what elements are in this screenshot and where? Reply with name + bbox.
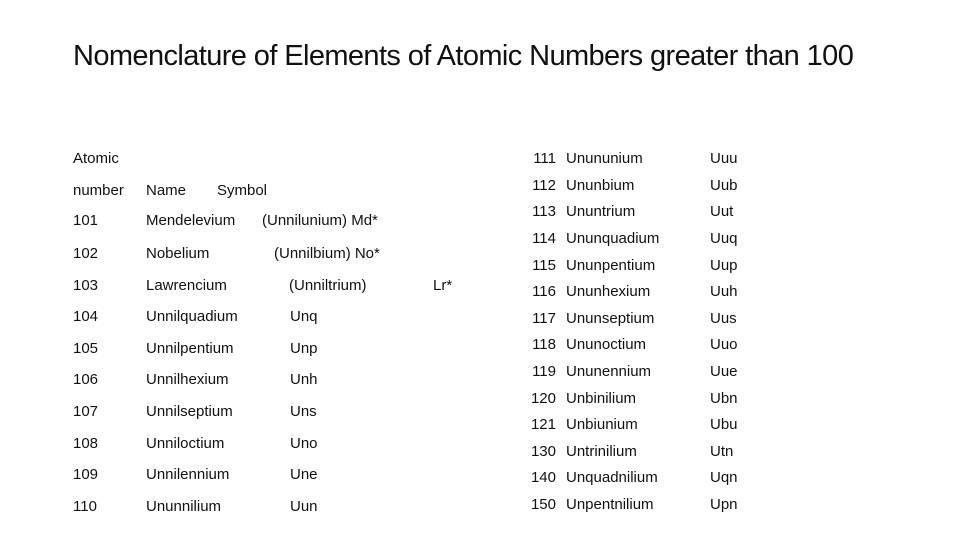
right-row-symbol: Upn	[710, 496, 738, 513]
right-row-number: 121	[530, 416, 556, 433]
right-row-symbol: Uue	[710, 363, 738, 380]
right-row-name: Unbinilium	[566, 390, 637, 407]
right-row-number: 112	[532, 177, 556, 194]
page-title: Nomenclature of Elements of Atomic Numbers greater than 100	[73, 40, 854, 72]
right-row-symbol: Uuh	[710, 283, 738, 300]
right-row-name: Ununhexium	[566, 283, 651, 300]
right-row-name: Unquadnilium	[566, 469, 658, 486]
left-row-name: Nobelium	[146, 245, 210, 262]
right-row-name: Untrinilium	[566, 443, 637, 460]
left-row-number: 105	[73, 340, 99, 357]
right-row-symbol: Ubu	[710, 416, 738, 433]
left-row-number: 102	[73, 245, 99, 262]
right-row-symbol: Utn	[710, 443, 734, 460]
right-row-symbol: Ubn	[710, 390, 738, 407]
right-row-name: Unununium	[566, 150, 643, 167]
right-row-name: Unbiunium	[566, 416, 638, 433]
right-row-symbol: Uub	[710, 177, 738, 194]
right-row-number: 120	[530, 390, 556, 407]
left-row-name: Unnilennium	[146, 466, 230, 483]
left-row-number: 109	[73, 466, 99, 483]
right-row-name: Ununseptium	[566, 310, 655, 327]
left-row-name: Unnilhexium	[146, 371, 229, 388]
right-row-number: 111	[533, 150, 556, 167]
left-row-symbol: Unq	[290, 308, 318, 325]
left-row-name: Unnilquadium	[146, 308, 238, 325]
right-row-symbol: Uuu	[710, 150, 738, 167]
right-row-symbol: Uus	[710, 310, 737, 327]
right-row-name: Ununquadium	[566, 230, 660, 247]
right-row-number: 119	[532, 363, 556, 380]
left-row-symbol: (Unnilunium) Md*	[262, 212, 378, 229]
header-name: Name	[146, 182, 187, 199]
right-row-number: 115	[532, 257, 556, 274]
right-row-number: 116	[532, 283, 556, 300]
right-row-symbol: Uut	[710, 203, 734, 220]
left-row-symbol: Uno	[290, 435, 318, 452]
left-row-name: Unnilpentium	[146, 340, 234, 357]
right-row-name: Ununbium	[566, 177, 635, 194]
right-row-number: 140	[530, 469, 556, 486]
right-row-name: Ununoctium	[566, 336, 647, 353]
left-row-name: Unnilseptium	[146, 403, 233, 420]
right-row-symbol: Uuo	[710, 336, 738, 353]
left-row-symbol: Unh	[290, 371, 318, 388]
right-row-number: 114	[532, 230, 556, 247]
right-row-name: Ununpentium	[566, 257, 656, 274]
right-row-number: 150	[530, 496, 556, 513]
left-row-name: Lawrencium	[146, 277, 227, 294]
right-row-symbol: Uqn	[710, 469, 738, 486]
left-row-symbol: (Unniltrium)	[289, 277, 367, 294]
left-row-symbol-extra: Lr*	[433, 277, 453, 294]
right-row-symbol: Uup	[710, 257, 738, 274]
left-row-symbol: (Unnilbium) No*	[274, 245, 380, 262]
left-row-number: 101	[73, 212, 99, 229]
right-row-number: 113	[532, 203, 556, 220]
header-symbol: Symbol	[217, 182, 268, 199]
left-row-symbol: Unp	[290, 340, 318, 357]
left-row-name: Ununnilium	[146, 498, 222, 515]
left-row-number: 107	[73, 403, 99, 420]
left-row-symbol: Uns	[290, 403, 317, 420]
right-row-symbol: Uuq	[710, 230, 738, 247]
left-row-number: 106	[73, 371, 99, 388]
left-row-name: Mendelevium	[146, 212, 236, 229]
left-row-name: Unniloctium	[146, 435, 225, 452]
right-row-number: 118	[532, 336, 556, 353]
left-row-number: 110	[73, 498, 97, 515]
header-number: number	[73, 182, 124, 199]
header-atomic: Atomic	[73, 150, 119, 167]
left-row-symbol: Uun	[290, 498, 318, 515]
right-row-number: 130	[530, 443, 556, 460]
left-row-number: 104	[73, 308, 99, 325]
right-row-name: Unpentnilium	[566, 496, 654, 513]
left-row-number: 103	[73, 277, 99, 294]
right-row-number: 117	[532, 310, 556, 327]
right-row-name: Ununennium	[566, 363, 652, 380]
left-row-number: 108	[73, 435, 99, 452]
right-row-name: Ununtrium	[566, 203, 636, 220]
left-row-symbol: Une	[290, 466, 318, 483]
